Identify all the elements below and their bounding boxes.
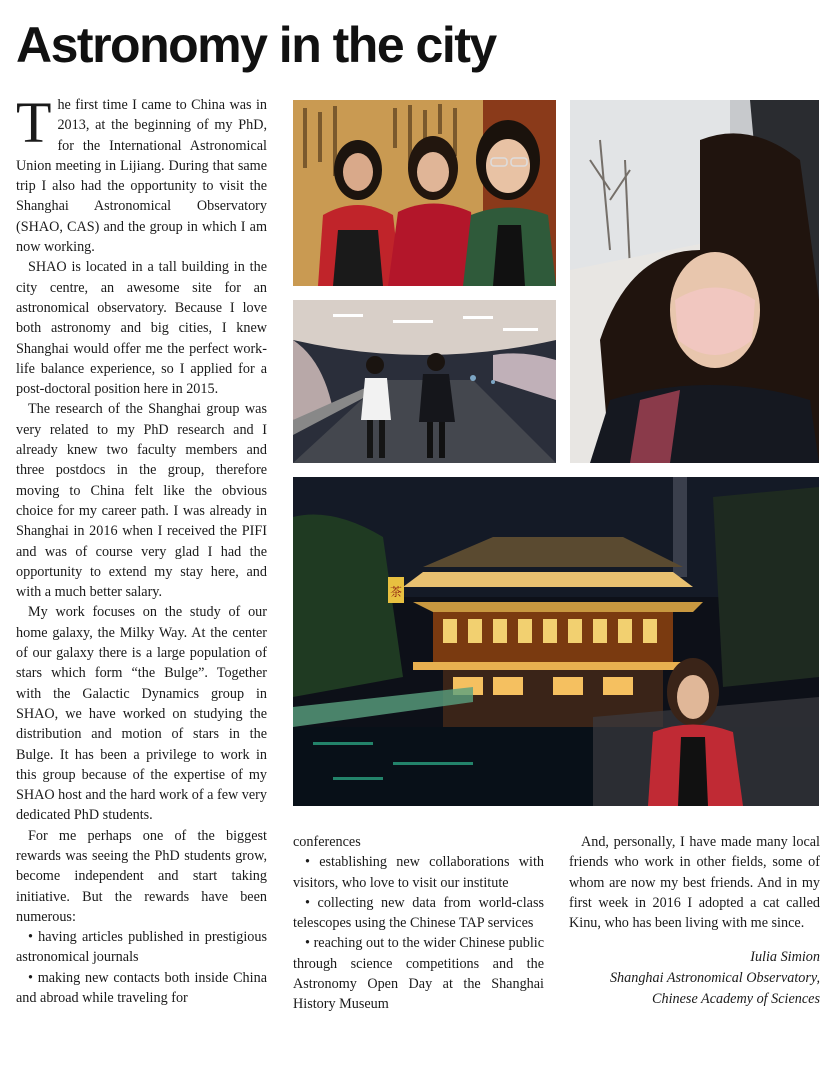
bullet-outreach: • reaching out to the wider Chinese public through science competitions and the Astronomy Open Day at the Shanghai History Museum xyxy=(293,935,544,1013)
paragraph-intro-text: he first time I came to China was in 2013, at the beginning of my PhD, for the International Astronomical Union meeting in Lijiang. During that same trip I also had the opportunity to visit the Shanghai Astronomical Observatory (SHAO, CAS) and the group in which I am now working. xyxy=(16,97,267,256)
paragraph-research: The research of the Shanghai group was very related to my PhD research and I already knew two faculty members and three postdocs in the group, therefore moving to China felt like the obvious choice for my career path. I was already in Shanghai in 2016 when I received the PIFI and was of course very glad I had the opportunity to extend my stay here, and with a much better salary. xyxy=(16,401,267,601)
photo-bridge xyxy=(293,300,556,463)
photo-night-pavilion xyxy=(293,477,819,806)
lantern-sign-text: 茶 xyxy=(389,585,403,599)
article-title: Astronomy in the city xyxy=(16,17,496,73)
paragraph-work: My work focuses on the study of our home galaxy, the Milky Way. At the center of our galaxy there is a large population of stars which form “the Bulge”. Together with the Galactic Dynamics group in SHAO, we have worked on studying the distribution and motion of stars in the Bulge. It has been a privilege to work in this group because of the expertise of my SHAO host and the hard work of a few very dedicated PhD students. xyxy=(16,604,267,824)
bullet-articles: • having articles published in prestigious astronomical journals xyxy=(16,929,267,966)
author-affiliation-2: Chinese Academy of Sciences xyxy=(652,991,820,1008)
author-name: Iulia Simion xyxy=(750,949,820,966)
photo-selfie-mask xyxy=(570,100,819,463)
bullet-contacts-continued: conferences xyxy=(293,834,361,850)
author-affiliation-1: Shanghai Astronomical Observatory, xyxy=(609,970,820,987)
text-column-1 xyxy=(16,90,267,1008)
paragraph-shao: SHAO is located in a tall building in the city centre, an awesome site for an astronomical observatory. Because I love both astronomy and big cities, I knew Shanghai would offer me the perfect work-life balance experience, so I applied for a post-doctoral position here in 2015. xyxy=(16,259,267,398)
drop-cap: T xyxy=(16,90,52,155)
bullet-collaborations: • establishing new collaborations with visitors, who love to visit our institute xyxy=(293,854,544,891)
bullet-contacts: • making new contacts both inside China and abroad while traveling for xyxy=(16,969,267,1007)
paragraph-intro xyxy=(16,90,267,257)
paragraph-rewards: For me perhaps one of the biggest rewards was seeing the PhD students grow, become independent and start taking initiative. But the rewards have been numerous: xyxy=(16,827,267,925)
bullet-data: • collecting new data from world-class telescopes using the Chinese TAP services xyxy=(293,894,544,932)
signature-block xyxy=(569,947,820,1010)
paragraph-personal: And, personally, I have made many local friends who work in other fields, some of whom are now my best friends. And in my first week in 2016 I adopted a cat called Kinu, who has been living with me since. xyxy=(569,834,820,932)
text-column-2 xyxy=(293,832,544,1015)
photo-selfie-group xyxy=(293,100,556,286)
text-column-3 xyxy=(569,832,820,1010)
